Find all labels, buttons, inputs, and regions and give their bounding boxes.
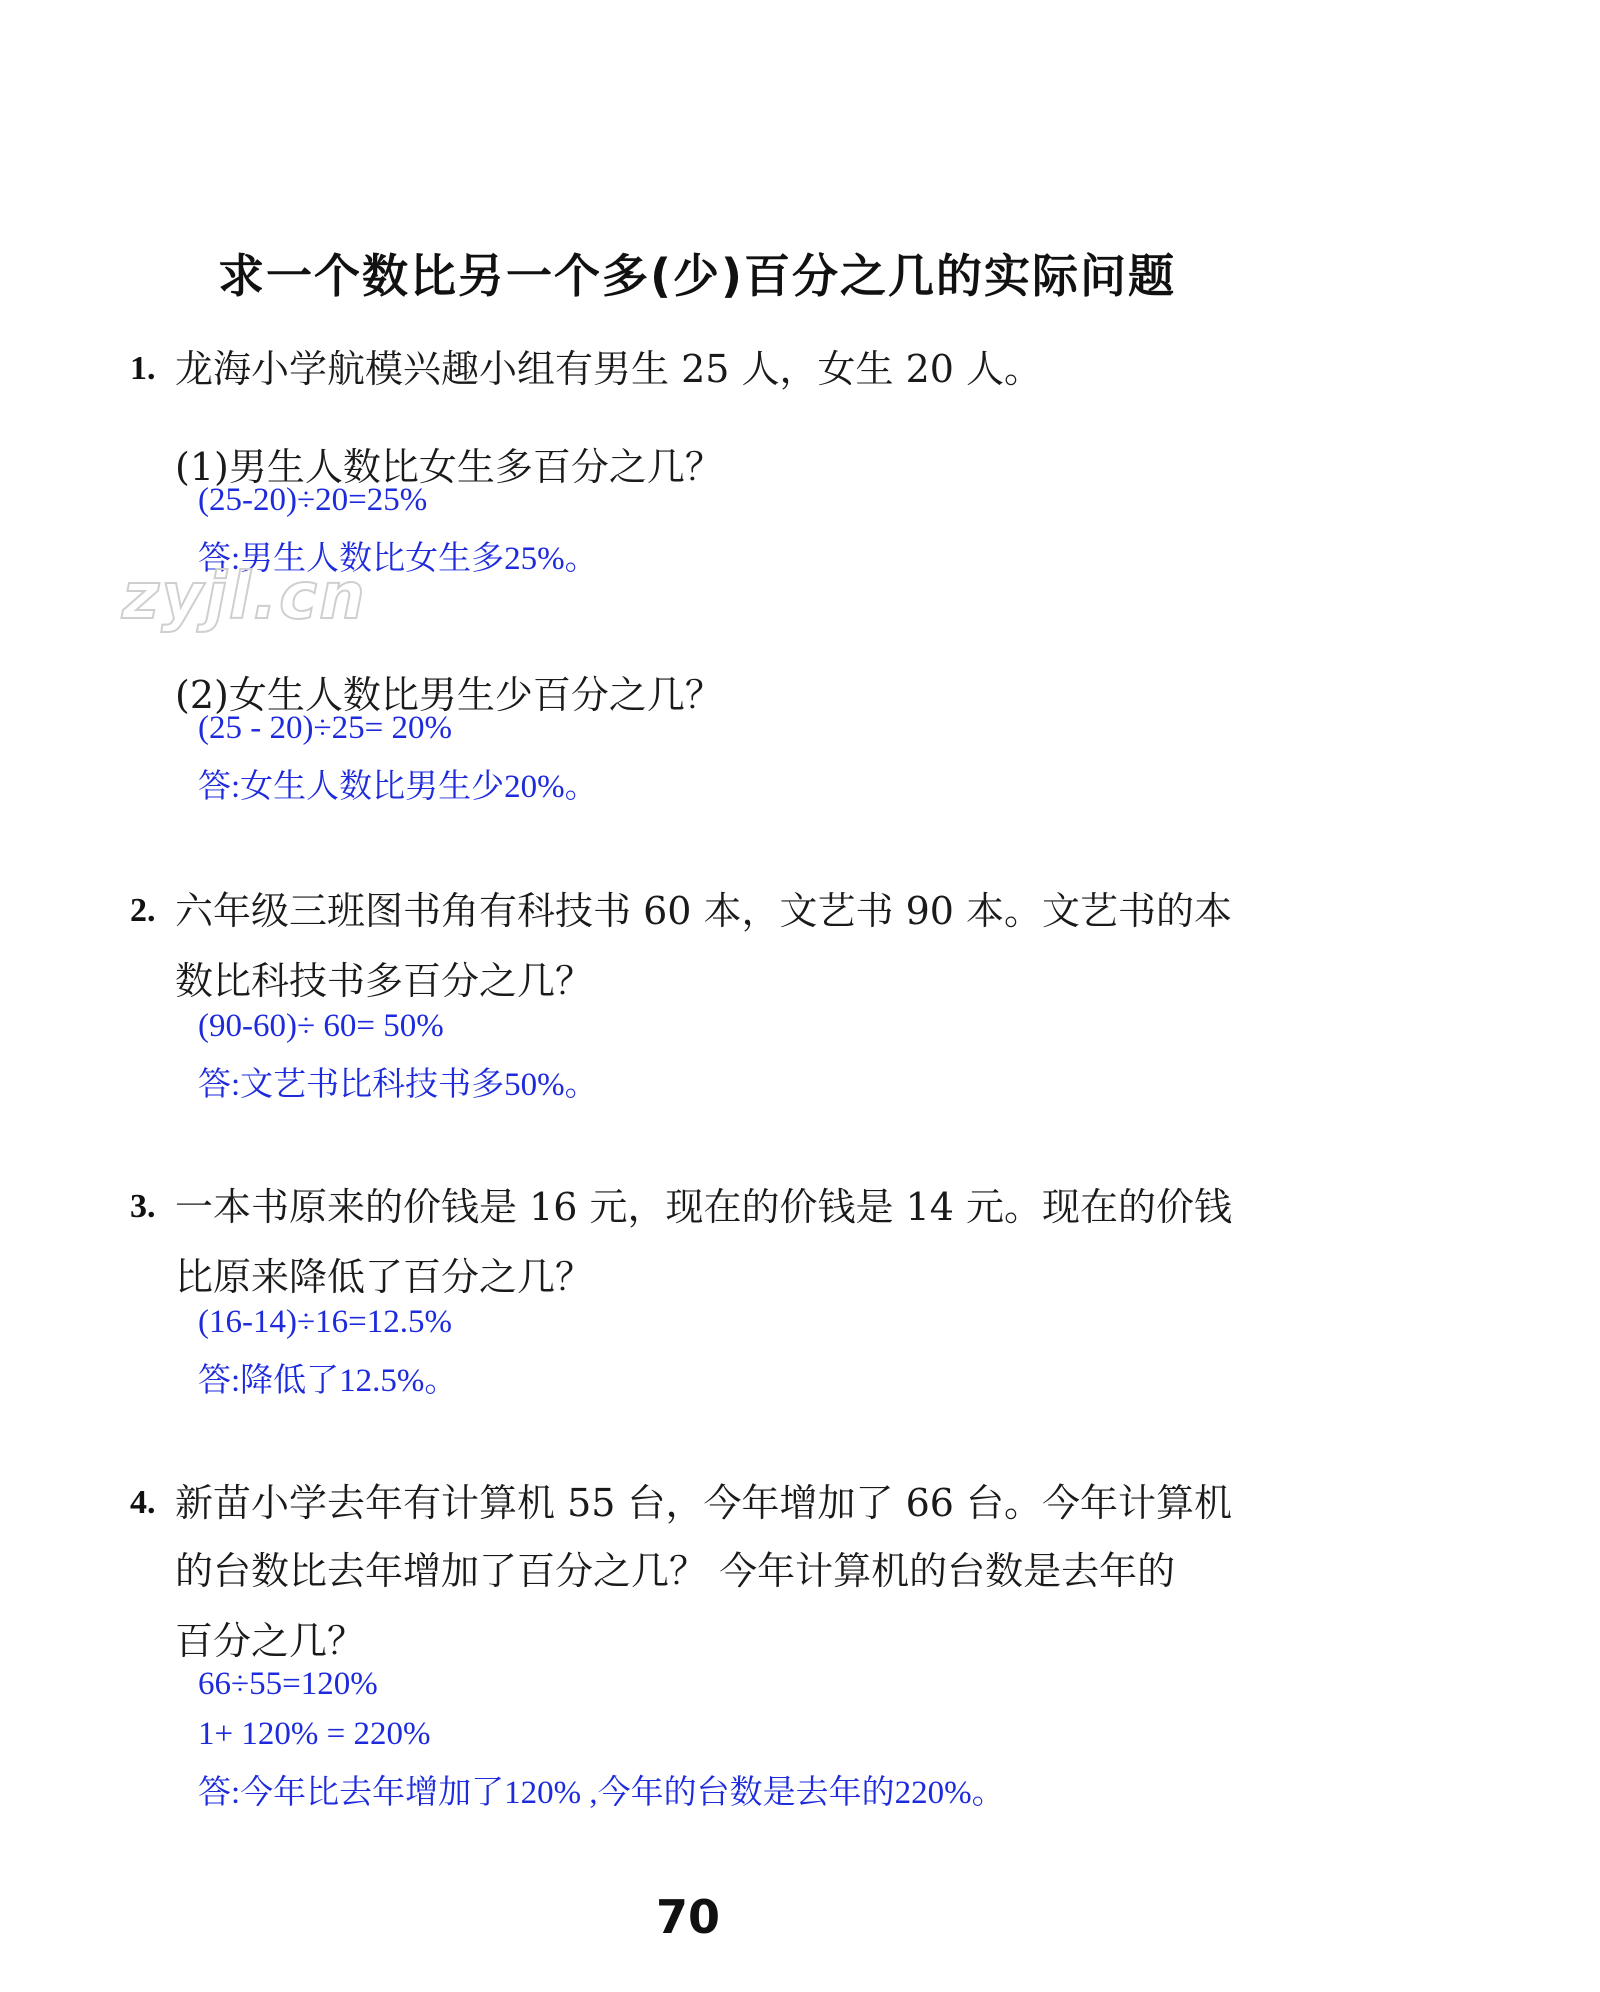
question-2-answer-line-1: (90-60)÷ 60= 50% <box>198 1008 444 1044</box>
question-3-answer-line-2: 答:降低了12.5%。 <box>198 1363 458 1399</box>
question-4-answer-line-2: 1+ 120% = 220% <box>198 1716 431 1752</box>
page-title: 求一个数比另一个多(少)百分之几的实际问题 <box>218 249 1177 303</box>
question-3-line-2: 比原来降低了百分之几？ <box>175 1255 594 1299</box>
question-4-line-2: 的台数比去年增加了百分之几？ 今年计算机的台数是去年的 <box>175 1549 1176 1593</box>
question-4-number: 4. <box>130 1484 156 1521</box>
question-1-part-1-answer-line-2: 答:男生人数比女生多25%。 <box>198 541 598 577</box>
watermark-logo: zyjl.cn <box>122 560 367 634</box>
question-3-answer-line-1: (16-14)÷16=12.5% <box>198 1304 452 1340</box>
question-1-text: 龙海小学航模兴趣小组有男生 25 人，女生 20 人。 <box>175 347 1043 391</box>
question-3-number: 3. <box>130 1188 156 1225</box>
question-4-line-3: 百分之几？ <box>175 1619 366 1663</box>
question-1-part-2-label: (2)女生人数比男生少百分之几？ <box>175 673 723 717</box>
question-2-line-1: 六年级三班图书角有科技书 60 本，文艺书 90 本。文艺书的本 <box>175 889 1233 933</box>
question-2-number: 2. <box>130 892 156 929</box>
question-1-part-1-label: (1)男生人数比女生多百分之几？ <box>175 445 723 489</box>
question-2-answer-line-2: 答:文艺书比科技书多50%。 <box>198 1067 598 1103</box>
question-1-part-2-answer-line-2: 答:女生人数比男生少20%。 <box>198 769 598 805</box>
question-3-line-1: 一本书原来的价钱是 16 元，现在的价钱是 14 元。现在的价钱 <box>175 1185 1233 1229</box>
question-4-line-1: 新苗小学去年有计算机 55 台，今年增加了 66 台。今年计算机 <box>175 1481 1233 1525</box>
question-4-answer-line-3: 答:今年比去年增加了120% ,今年的台数是去年的220%。 <box>198 1775 1005 1811</box>
question-4-answer-line-1: 66÷55=120% <box>198 1666 378 1702</box>
page-number: 70 <box>656 1890 721 1944</box>
question-1-part-1-answer-line-1: (25-20)÷20=25% <box>198 482 428 518</box>
question-1-number: 1. <box>130 350 156 387</box>
question-1-part-2-answer-line-1: (25 - 20)÷25= 20% <box>198 710 452 746</box>
question-2-line-2: 数比科技书多百分之几？ <box>175 959 594 1003</box>
